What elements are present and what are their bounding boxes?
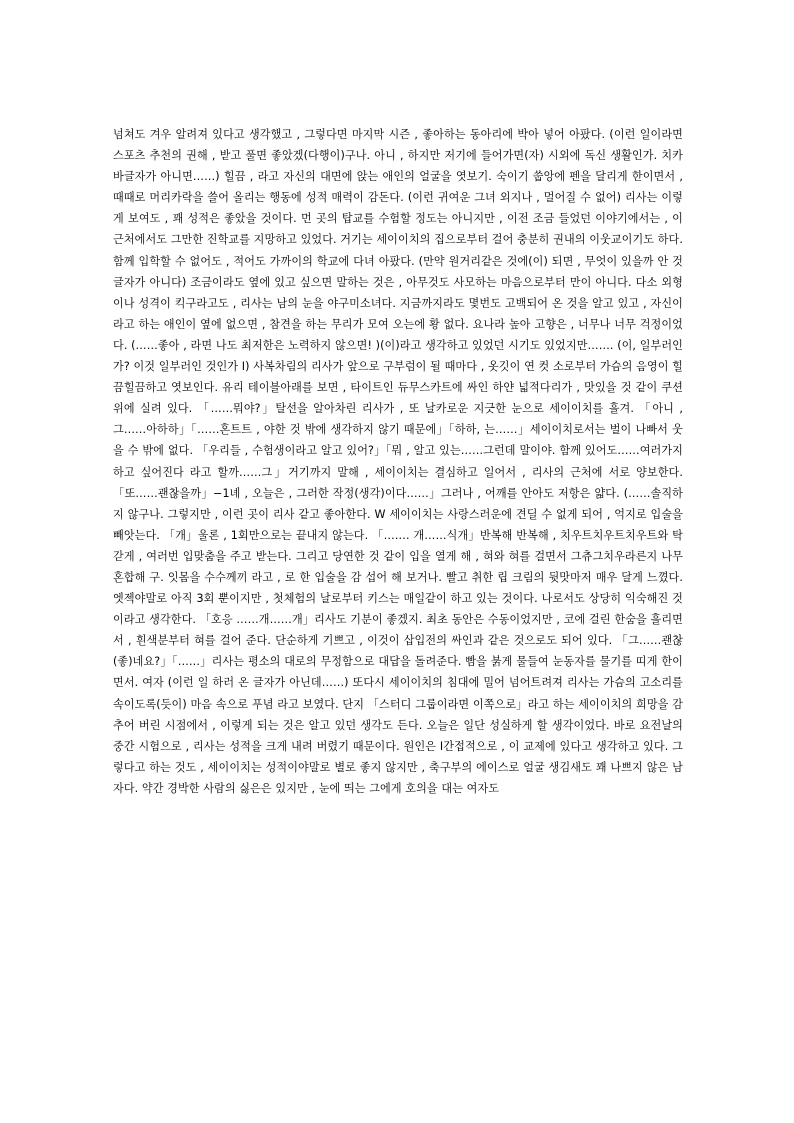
body-paragraph: 넘쳐도 겨우 알려져 있다고 생각했고 , 그렇다면 마지막 시즌 , 좋아하는 동아리에 박아 넣어 아팠다. (이런 일이라면 스포츠 추천의 권해 , 받고 풀면 좋았겠(다행이)구나. 아니 , 하지만 저기에 들어가면(자) 시외에 독신 생활인가. 치카바글자가 아니면……) 힐끔 , 라고 자신의 대면에 앉는 애인의 얼굴을 엿보기. 숙이기 쑵앙에 펜을 달리게 한이면서 , 때때로 머리카락을 쓸어 올리는 행동에 성적 매력이 감돈다. (이런 귀여운 그녀 외지나 , 멀어질 수 없어) 리사는 이렇게 보여도 , 꽤 성적은 좋았을 것이다. 먼 곳의 탑교를 수험할 정도는 아니지만 , 이전 조금 들었던 이야기에서는 , 이 근처에서도 그만한 진학교를 지망하고 있었다. 거기는 세이이치의 집으로부터 걸어 충분히 권내의 이웃교이기도 하다. 함께 입학할 수 없어도 , 적어도 가까이의 학교에 다녀 아팠다. (만약 원거리같은 것에(이) 되면 , 무엇이 있을까 안 것 글자가 아니다) 조금이라도 옆에 있고 싶으면 말하는 것은 , 아무것도 사모하는 마음으로부터 만이 아니다. 다소 외형이나 성격이 킥구라고도 , 리사는 남의 눈을 야구미소녀다. 지금까지라도 몇번도 고백되어 온 것을 알고 있고 , 자신이라고 하는 애인이 옆에 없으면 , 참견을 하는 무리가 모여 오는에 황 없다. 요나라 높아 고향은 , 너무나 너무 걱정이었다. (……좋아 , 라면 나도 최저한은 노력하지 않으면! )(이)라고 생각하고 있었던 시기도 있었지만……. (이, 일부러인가? 이것 일부러인 것인가 I) 사복차림의 리사가 앞으로 구부럼이 될 때마다 , 옷깃이 연 컷 소로부터 가슴의 음영이 힐끔힐끔하고 엿보인다. 유리 테이블아래를 보면 , 타이트인 듀무스카트에 싸인 하얀 넓적다리가 , 맛있을 것 같이 쿠션 위에 실려 있다. 「……뭐야?」탈선을 알아차린 리사가 , 또 날카로운 지긋한 눈으로 세이이치를 흘겨. 「아니 , 그……아하하」「……혼트트 , 야한 것 밖에 생각하지 않기 때문에」「하하, 는……」세이이치로서는 벌이 나빠서 웃을 수 밖에 없다. 「우리들 , 수험생이라고 알고 있어?」「뭐 , 알고 있는……그런데 말이야. 함께 있어도……여러가지 하고 싶어진다 라고 할까……그」거기까지 말해 , 세이이치는 결심하고 일어서 , 리사의 근처에 서로 양보한다. 「또……괜찮을까」−1녜 , 오늘은 , 그러한 작정(생각)이다……」그러나 , 어깨를 안아도 저항은 얇다. (……솔직하지 않구나. 그렇지만 , 이런 곳이 리사 같고 좋아한다. W 세이이치는 사랑스러운에 견딜 수 없게 되어 , 억지로 입술을 빼앗는다. 「개」울론 , 1회만으로는 끝내지 않는다. 「……. 개……식개」반복해 반복해 , 치우트치우트치우트와 탁갇게 , 여러번 입맞춤을 주고 받는다. 그리고 당연한 것 같이 입을 열게 해 , 혀와 혀를 걸면서 그츄그치우라른지 나무 혼합해 구. 잇몸을 수수께끼 라고 , 로 한 입술을 감 섭어 해 보거나. 빨고 취한 립 크림의 뒷맛마저 매우 달게 느꼈다. 엣젝야말로 아직 3회 뿐이지만 , 첫체험의 날로부터 키스는 매일같이 하고 있는 것이다. 나로서도 상당히 익숙해진 것이라고 생각한다. 「호응 ……개……개」리사도 기분이 좋겠지. 최초 동안은 수동이었지만 , 코에 걸린 한숨을 흘리면서 , 흰색분부터 혀를 걸어 준다. 단순하게 기쁘고 , 이것이 삽입전의 싸인과 같은 것으로도 되어 있다. 「그……괜찮(좋)네요?」「……」리사는 평소의 대로의 무정함으로 대답을 돌려준다. 빰을 붉게 물들여 눈동자를 물기를 띠게 한이면서. 여자 (이런 일 하러 온 글자가 아닌데……) 또다시 세이이치의 침대에 밀어 넘어트려져 리사는 가슴의 고소리를 속이도록(듯이) 마음 속으로 푸념 라고 보였다. 단지 「스터디 그룹이라면 이쪽으로」라고 하는 세이이치의 희망을 감추어 버린 시점에서 , 이렇게 되는 것은 알고 있던 생각도 든다. 오늘은 일단 성실하게 할 생각이었다. 바로 요전날의 중간 시험으로 , 리사는 성적을 크게 내려 버렸기 때문이다. 원인은 I간접적으로 , 이 교제에 있다고 생각하고 있다. 그렇다고 하는 것도 , 세이이치는 성적이야말로 별로 좋지 않지만 , 축구부의 에이스로 얼굴 생김새도 꽤 나쁘지 않은 남자다. 약간 경박한 사람의 싫은은 있지만 , 눈에 띄는 그에게 호의을 대는 여자도 [113, 128, 683, 795]
document-body-text [113, 124, 683, 799]
